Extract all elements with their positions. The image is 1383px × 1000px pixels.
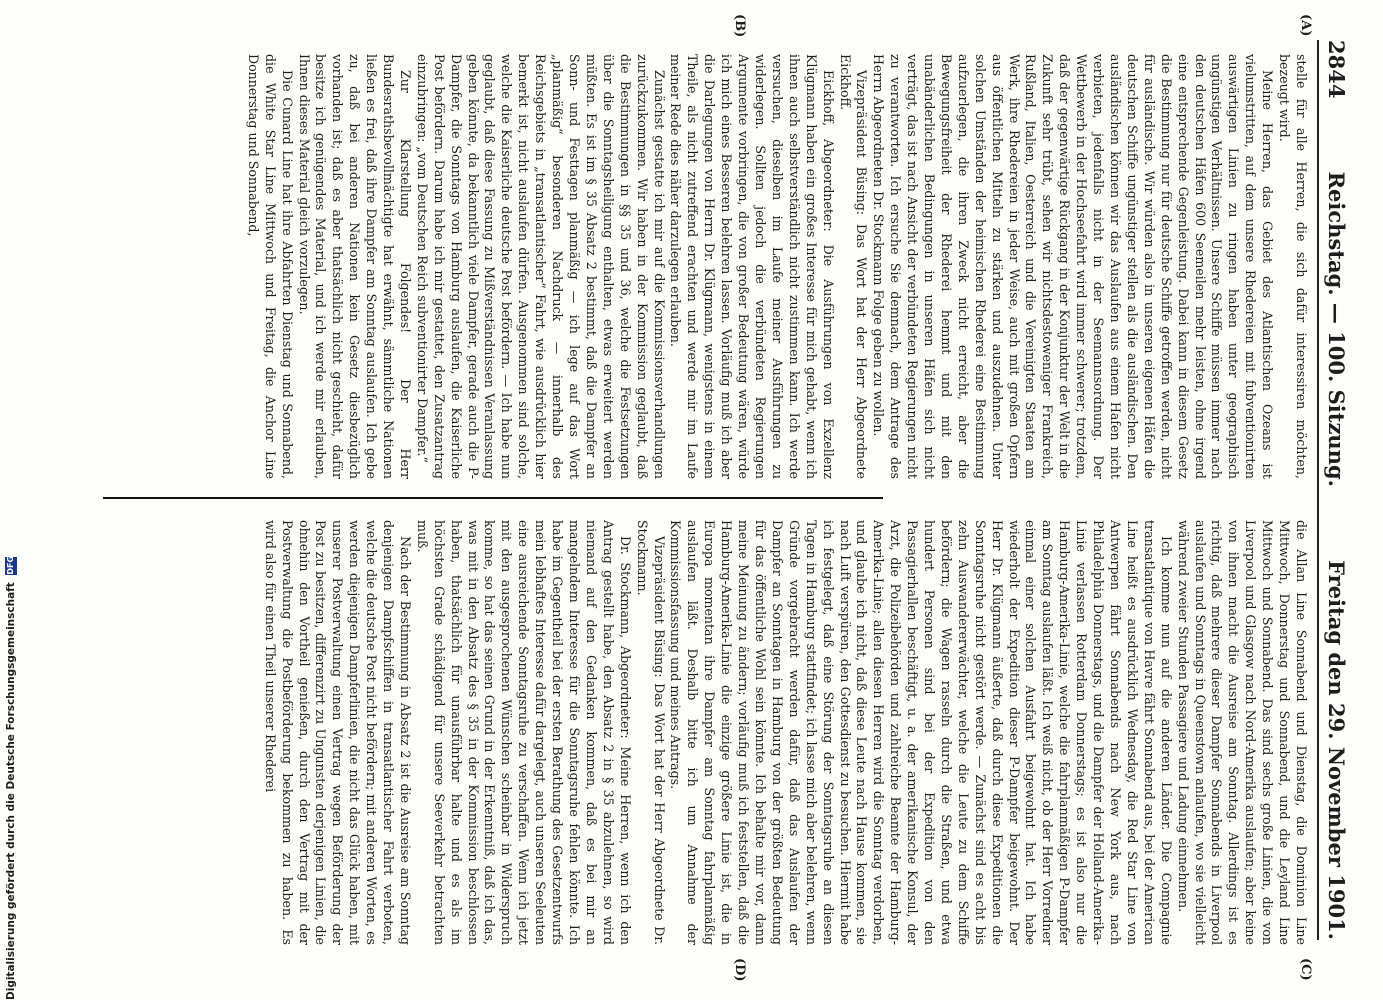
left-paragraph: Eickhoff, Abgeordneter: Die Ausführungen von Exzellenz Klügmann haben ein großes Interesse für mich gehabt, wenn ich ihnen auch selbstverständlich nicht zustimmen kann. Ich werde versuchen, dieselben im Laufe meiner Ausführungen zu widerlegen. Sollten jedoch die verbündeten Regierungen Argumente vorbringen, die von großer Bedeutung wären, würde ich mich eines Besseren belehren lassen. Vorläufig muß ich aber die Darlegungen von Herrn Dr. Klügmann, wenigstens in einem Theile, als nicht zutreffend erachten und werde mir im Laufe meiner Rede dies näher darzulegen erlauben. [668, 54, 836, 479]
left-paragraph: Zunächst gestatte ich mir auf die Kommissionsverhandlungen zurückzukommen. Wir haben in der Kommission geglaubt, daß die Bestimmungen in §§ 35 und 36, welche die Festsetzungen über die Sonntagsheiligung enthalten, etwas erweitert werden müßten. Es ist im § 35 Absatz 2 bestimmt, daß die Dampfer an Sonn- und Festtagen planmäßig — ich lege auf das Wort „planmäßig“ besonderen Nachdruck — innerhalb des Reichsgebiets in „transatlantischer“ Fahrt, wie ausdrücklich hier bemerkt ist, nicht auslaufen dürfen. Ausgenommen sind solche, welche die Kaiserliche deutsche Post befördern. — Ich habe nun geglaubt, daß diese Fassung zu Mißverständnissen Veranlassung geben könnte, da bekanntlich viele Dampfer, gerade auch die P-Dampfer, die Sonntags von Hamburg auslaufen, die Kaiserliche Post befördern. Darum habe ich mir gestattet, den Zusatzantrag einzubringen: „vom Deutschen Reich subventionirter Dampfer.“ [414, 54, 667, 479]
dfg-logo: DFG [6, 555, 15, 575]
page-header [1323, 40, 1349, 940]
left-paragraph: stelle für alle Herren, die sich dafür interessiren möchten, bezeugt wird. [1277, 54, 1309, 479]
right-paragraph: Nach der Bestimmung in Absatz 2 ist die Ausreise am Sonntag denjenigen Dampfschiffen in transatlantischer Fahrt verboten, welche die deutsche Post nicht befördern; mit anderen Worten, es werden diejenigen Dampferlinien, die nicht das Glück haben, mit unserer Postverwaltung einen Vertrag wegen Beförderung der Post zu besitzen, differenzirt zu Ungunsten derjenigen Linien, die ohnehin den Vortheil genießen, durch den Vertrag mit der Postverwaltung die Postbeförderung bekommen zu haben. Es wird also für einen Theil unserer Rhederei [262, 520, 413, 945]
page-number: 2844 [1324, 40, 1349, 99]
left-column [99, 54, 1309, 479]
margin-marker-c: (C) [1298, 958, 1313, 981]
margin-marker-d: (D) [732, 958, 747, 982]
right-paragraph: Vizepräsident Büsing: Das Wort hat der Herr Abgeordnete Dr. Stockmann. [634, 520, 667, 945]
digitization-credit [5, 0, 19, 1000]
left-paragraph: Zur Klarstellung Folgendes! Der Herr Bundesrathsbevollmächtigte hat erwähnt, sämmtliche Nationen ließen es frei, daß ihre Dampfer am Sonntag auslaufen. Ich gebe zu, daß bei anderen Nationen kein Gesetz diesbezüglich vorhanden ist; daß es aber thatsächlich nicht geschieht, dafür besitze ich genügendes Material, und ich werde mir erlauben, Ihnen dieses Material gleich vorzulegen. [296, 54, 413, 479]
left-paragraph: Vizepräsident Büsing: Das Wort hat der Herr Abgeordnete Eickhoff. [837, 54, 870, 479]
header-date: Freitag den 29. November 1901. [1324, 560, 1349, 940]
right-paragraph: Dr. Stockmann, Abgeordneter: Meine Herren, wenn ich den Antrag gestellt habe, den Absatz 2 in § 35 abzulehnen, so wird niemand auf den Gedanken kommen, daß es bei mir an mangelndem Interesse für die Sonntagsruhe fehlen könnte. Ich habe im Gegentheil bei der ersten Berathung des Gesetzentwurfs mein lebhaftes Interesse dafür dargelegt, auch unseren Seeleuten eine ausreichende Sonntagsruhe zu verschaffen. Wenn ich jetzt mit den ausgesprochenen Wünschen scheinbar in Widerspruch komme, so hat das seinen Grund in der Erkenntniß, daß ich das, was mit in den Absatz des § 35 in der Kommission beschlossen haben, thatsächlich für unausführbar halte und es als im höchsten Grade schädigend für unsere Seeverkehr betrachten muß. [414, 520, 633, 945]
left-paragraph: Meine Herren, das Gebiet des Atlantischen Ozeans ist vielumstritten, auf dem unsere Rhedereien mit fubventionirten auswärtigen Linien zu ringen haben unter geographisch ungünstigen Verhältnissen. Unsere Schiffe müssen immer nach den deutschen Häfen 600 Seemeilen mehr leisten, ohne irgend eine entsprechende Gegenleistung. Dabei kann in diesem Gesetz die Bestimmung nur für deutsche Schiffe getroffen werden, nicht für ausländische. Wir würden also in unseren eigenen Häfen die deutschen Schiffe ungünstiger stellen als die ausländischen. Den ausländischen können wir das Auslaufen aus einem Hafen nicht verbieten, jedenfalls nicht in der Seemannsordnung. Der Wettbewerb in der Hochseefahrt wird immer schwerer; trotzdem, daß der gegenwärtige Rückgang in der Konjunktur der Welt in die Zukunft sehr trübt, sehen wir nichtsdestoweniger Frankreich, Rußland, Italien, Oesterreich und die Vereinigten Staaten am Werk, ihre Rhedereien in jeder Weise, auch mit großen Opfern aus öffentlichen Mitteln zu stärken und auszudehnen. Unter solchen Umständen der heimischen Rhederei eine Bestimmung aufzuerlegen, die ihren Zweck nicht erreicht, aber die Bewegungsfreiheit der Rhederei hemmt und mit den unabänderlichen Bedingungen in unseren Häfen sich nicht verträgt, das ist nach Ansicht der verbündeten Regierungen nicht zu verantworten. Ich ersuche Sie demnach, dem Antrage des Herrn Abgeordneten Dr. Stockmann Folge geben zu wollen. [871, 54, 1276, 479]
right-column [99, 520, 1309, 945]
column-divider [103, 497, 883, 499]
margin-marker-a: (A) [1298, 14, 1313, 37]
credit-text: Digitalisierung gefördert durch die Deutsche Forschungsgemeinschaft [5, 582, 17, 1000]
left-paragraph: Die Cunard Line hat ihre Abfahrten Dienstag und Sonnabend, die White Star Line Mittwoch und Freitag, die Anchor Line Donnerstag und Sonnabend, [245, 54, 295, 479]
right-paragraph: die Allan Line Sonnabend und Dienstag, die Dominion Line Mittwoch, Donnerstag und Sonnabend, und die Leyland Line Mittwoch und Sonnabend. Das sind sechs große Linien, die von Liverpool und Glasgow nach Nord-Amerika auslaufen; aber keine von ihnen macht die Ausreise am Sonntag. Allerdings ist es richtig, daß mehrere dieser Dampfer Sonnabends in Liverpool auslaufen und Sonntags in Queenstown anlaufen, wo sie vielleicht während zweier Stunden Passagiere und Ladung einnehmen. [1175, 520, 1309, 945]
margin-marker-b: (B) [732, 14, 747, 38]
right-paragraph: Ich komme nun auf die anderen Länder. Die Compagnie transatlantique von Havre fährt Sonnabend aus, bei der American Line heißt es ausdrücklich Wednesday, die Red Star Line von Antwerpen fährt Sonnabends nach New York aus, nach Philadelphia Donnerstags, und die Dampfer der Holland-Amerika-Linie verlassen Rotterdam Donnerstags; es ist also nur die Hamburg-Amerika-Linie, welche die fahrplanmäßigen P-Dampfer am Sonntag auslaufen läßt. Ich weiß nicht, ob der Herr Vorredner einmal einer solchen Ausfahrt beigewohnt hat. Ich habe wiederholt der Expedition dieser P-Dampfer beigewohnt. Der Herr Dr. Klügmann äußerte, daß durch diese Expeditionen die Sonntagsruhe nicht gestört werde. — Zunächst sind es acht bis zehn Auswandererwächter, welche die Leute zu dem Schiffe befördern; die Wagen rasseln durch die Straßen, und etwa hundert Personen sind bei der Expedition von den Passagierhallen beschäftigt, u. a. der amerikanische Konsul, der Arzt, die Polizeibehörden und zahlreiche Beamte der Hamburg-Amerika-Linie; allen diesen Herren wird die Sonntag verdorben, und glaube ich nicht, daß diese Leute nach Hause kommen, sie nach Luft verspüren, den Gottesdienst zu besuchen. Hiermit habe ich festgelegt, daß eine Störung der Sonntagsruhe an diesen Tagen in Hamburg stattfindet; ich lasse mich aber belehren, wenn Gründe vorgebracht werden dafür, daß das Auslaufen der Dampfer an Sonntagen in Hamburg von der größten Bedeutung für das öffentliche Wohl sein könnte. Ich behalte mir vor, dann meine Meinung zu ändern; vorläufig muß ich feststellen, daß die Hamburg-Amerika-Linie die einzige größere Linie ist, die in Europa momentan ihre Dampfer am Sonntag fahrplanmäßig auslaufen läßt. Deshalb bitte ich um Annahme der Kommissionsfassung und meines Antrags. [668, 520, 1174, 945]
header-title: Reichstag. — 100. Sitzung. [1324, 171, 1349, 487]
header-rule [1317, 40, 1319, 940]
